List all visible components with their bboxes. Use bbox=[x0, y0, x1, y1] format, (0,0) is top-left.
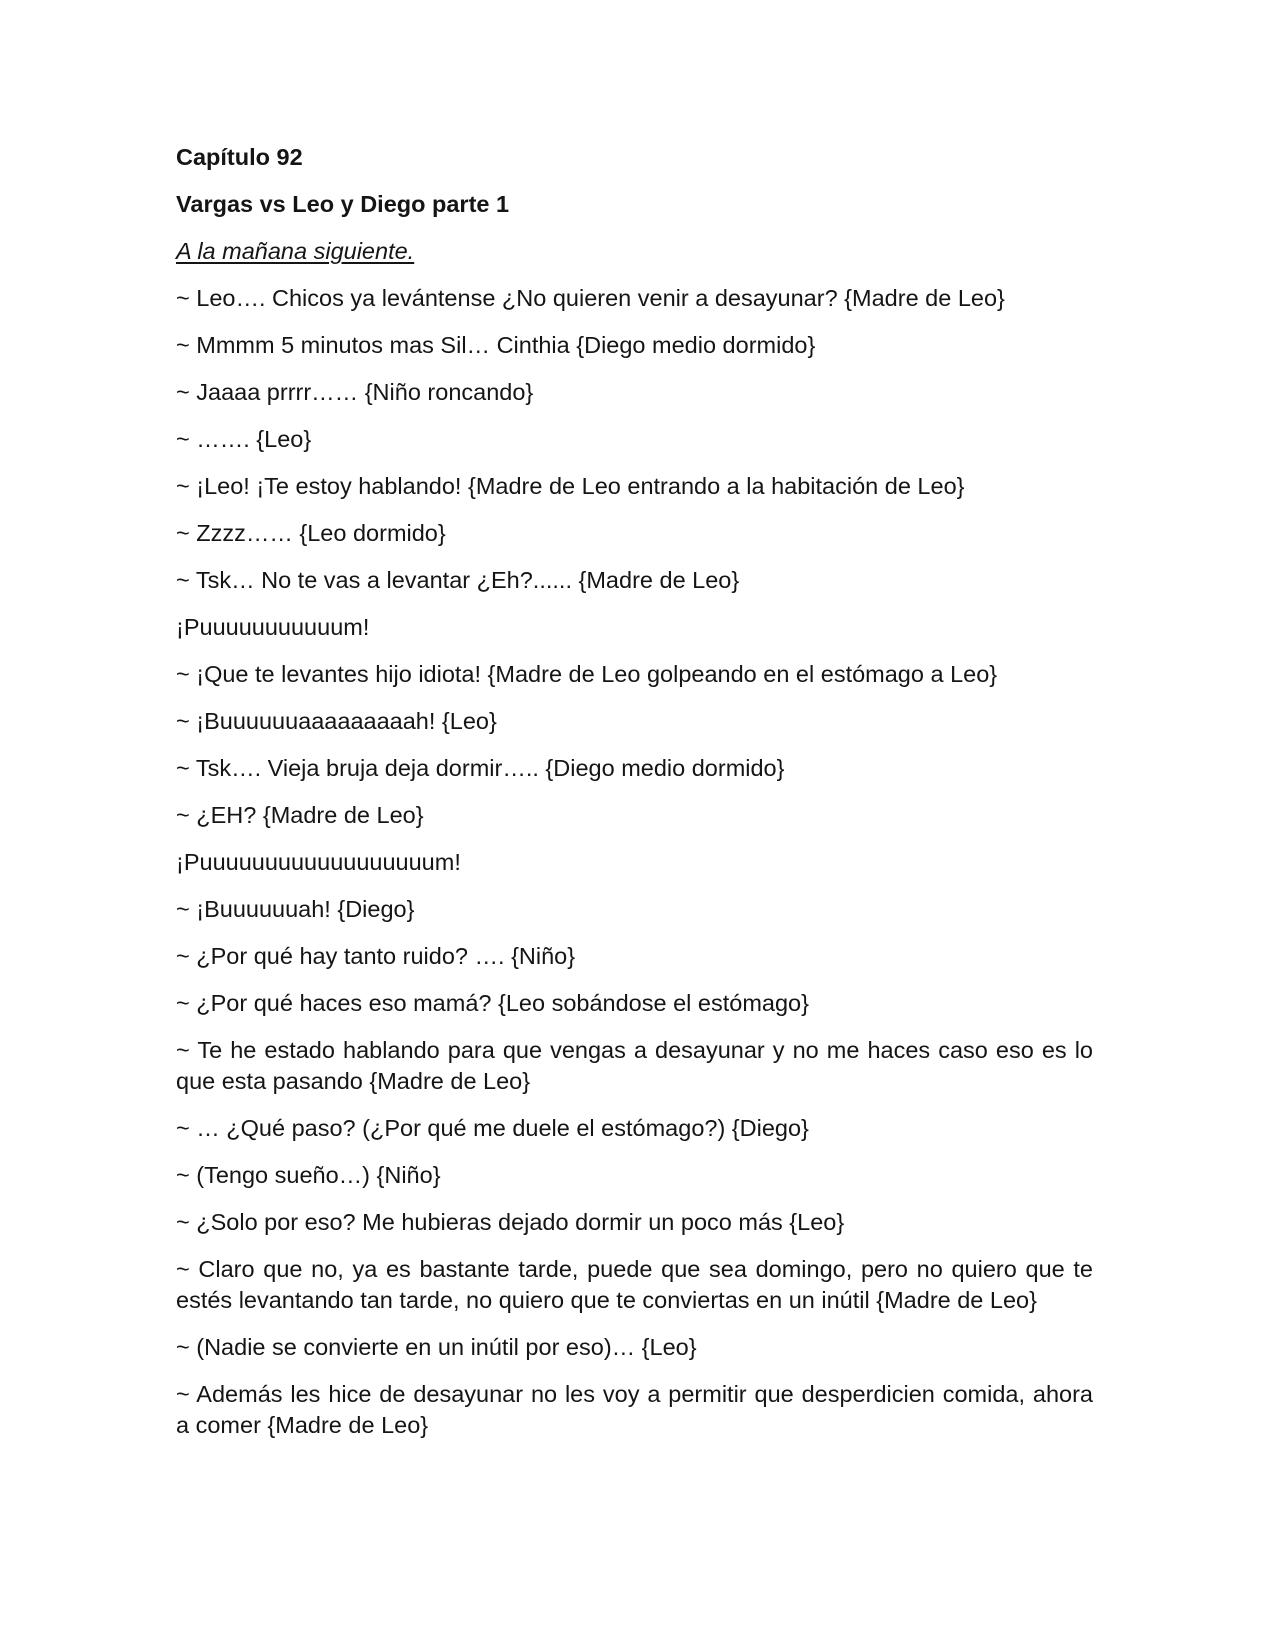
dialogue-line: ~ ¡Buuuuuuaaaaaaaaah! {Leo} bbox=[176, 708, 497, 734]
dialogue-line: ~ ¿EH? {Madre de Leo} bbox=[176, 802, 424, 828]
dialogue-line: ~ ¡Buuuuuuah! {Diego} bbox=[176, 896, 415, 922]
dialogue-line: ~ Leo…. Chicos ya levántense ¿No quieren venir a desayunar? {Madre de Leo} bbox=[176, 285, 1005, 311]
dialogue-line: ~ ¡Que te levantes hijo idiota! {Madre de Leo golpeando en el estómago a Leo} bbox=[176, 661, 998, 687]
dialogue-line: ~ Claro que no, ya es bastante tarde, puede que sea domingo, pero no quiero que te estés levantando tan tarde, no quiero que te conviertas en un inútil {Madre de Leo} bbox=[176, 1256, 1093, 1313]
chapter-title: Vargas vs Leo y Diego parte 1 bbox=[176, 191, 510, 217]
dialogue-line: ~ Tsk…. Vieja bruja deja dormir….. {Diego medio dormido} bbox=[176, 755, 785, 781]
dialogue-line: ~ ¿Por qué haces eso mamá? {Leo sobándose el estómago} bbox=[176, 990, 809, 1016]
sound-effect: ¡Puuuuuuuuuuum! bbox=[176, 614, 370, 640]
scene-note: A la mañana siguiente. bbox=[176, 238, 415, 264]
dialogue-line: ~ Zzzz…… {Leo dormido} bbox=[176, 520, 446, 546]
dialogue-line: ~ Tsk… No te vas a levantar ¿Eh?...... {Madre de Leo} bbox=[176, 567, 740, 593]
sound-effect: ¡Puuuuuuuuuuuuuuuuuum! bbox=[176, 849, 461, 875]
dialogue-line: ~ ……. {Leo} bbox=[176, 426, 312, 452]
dialogue-line: ~ Jaaaa prrrr…… {Niño roncando} bbox=[176, 379, 534, 405]
document-body bbox=[176, 142, 1093, 1457]
dialogue-line: ~ Además les hice de desayunar no les voy a permitir que desperdicien comida, ahora a comer {Madre de Leo} bbox=[176, 1381, 1093, 1438]
chapter-heading: Capítulo 92 bbox=[176, 144, 303, 170]
dialogue-line: ~ Mmmm 5 minutos mas Sil… Cinthia {Diego medio dormido} bbox=[176, 332, 816, 358]
dialogue-line: ~ (Tengo sueño…) {Niño} bbox=[176, 1162, 441, 1188]
dialogue-line: ~ (Nadie se convierte en un inútil por eso)… {Leo} bbox=[176, 1334, 697, 1360]
dialogue-line: ~ ¿Solo por eso? Me hubieras dejado dormir un poco más {Leo} bbox=[176, 1209, 845, 1235]
dialogue-line: ~ ¿Por qué hay tanto ruido? …. {Niño} bbox=[176, 943, 576, 969]
dialogue-line: ~ … ¿Qué paso? (¿Por qué me duele el estómago?) {Diego} bbox=[176, 1115, 809, 1141]
dialogue-line: ~ Te he estado hablando para que vengas a desayunar y no me haces caso eso es lo que esta pasando {Madre de Leo} bbox=[176, 1037, 1093, 1094]
dialogue-line: ~ ¡Leo! ¡Te estoy hablando! {Madre de Leo entrando a la habitación de Leo} bbox=[176, 473, 965, 499]
